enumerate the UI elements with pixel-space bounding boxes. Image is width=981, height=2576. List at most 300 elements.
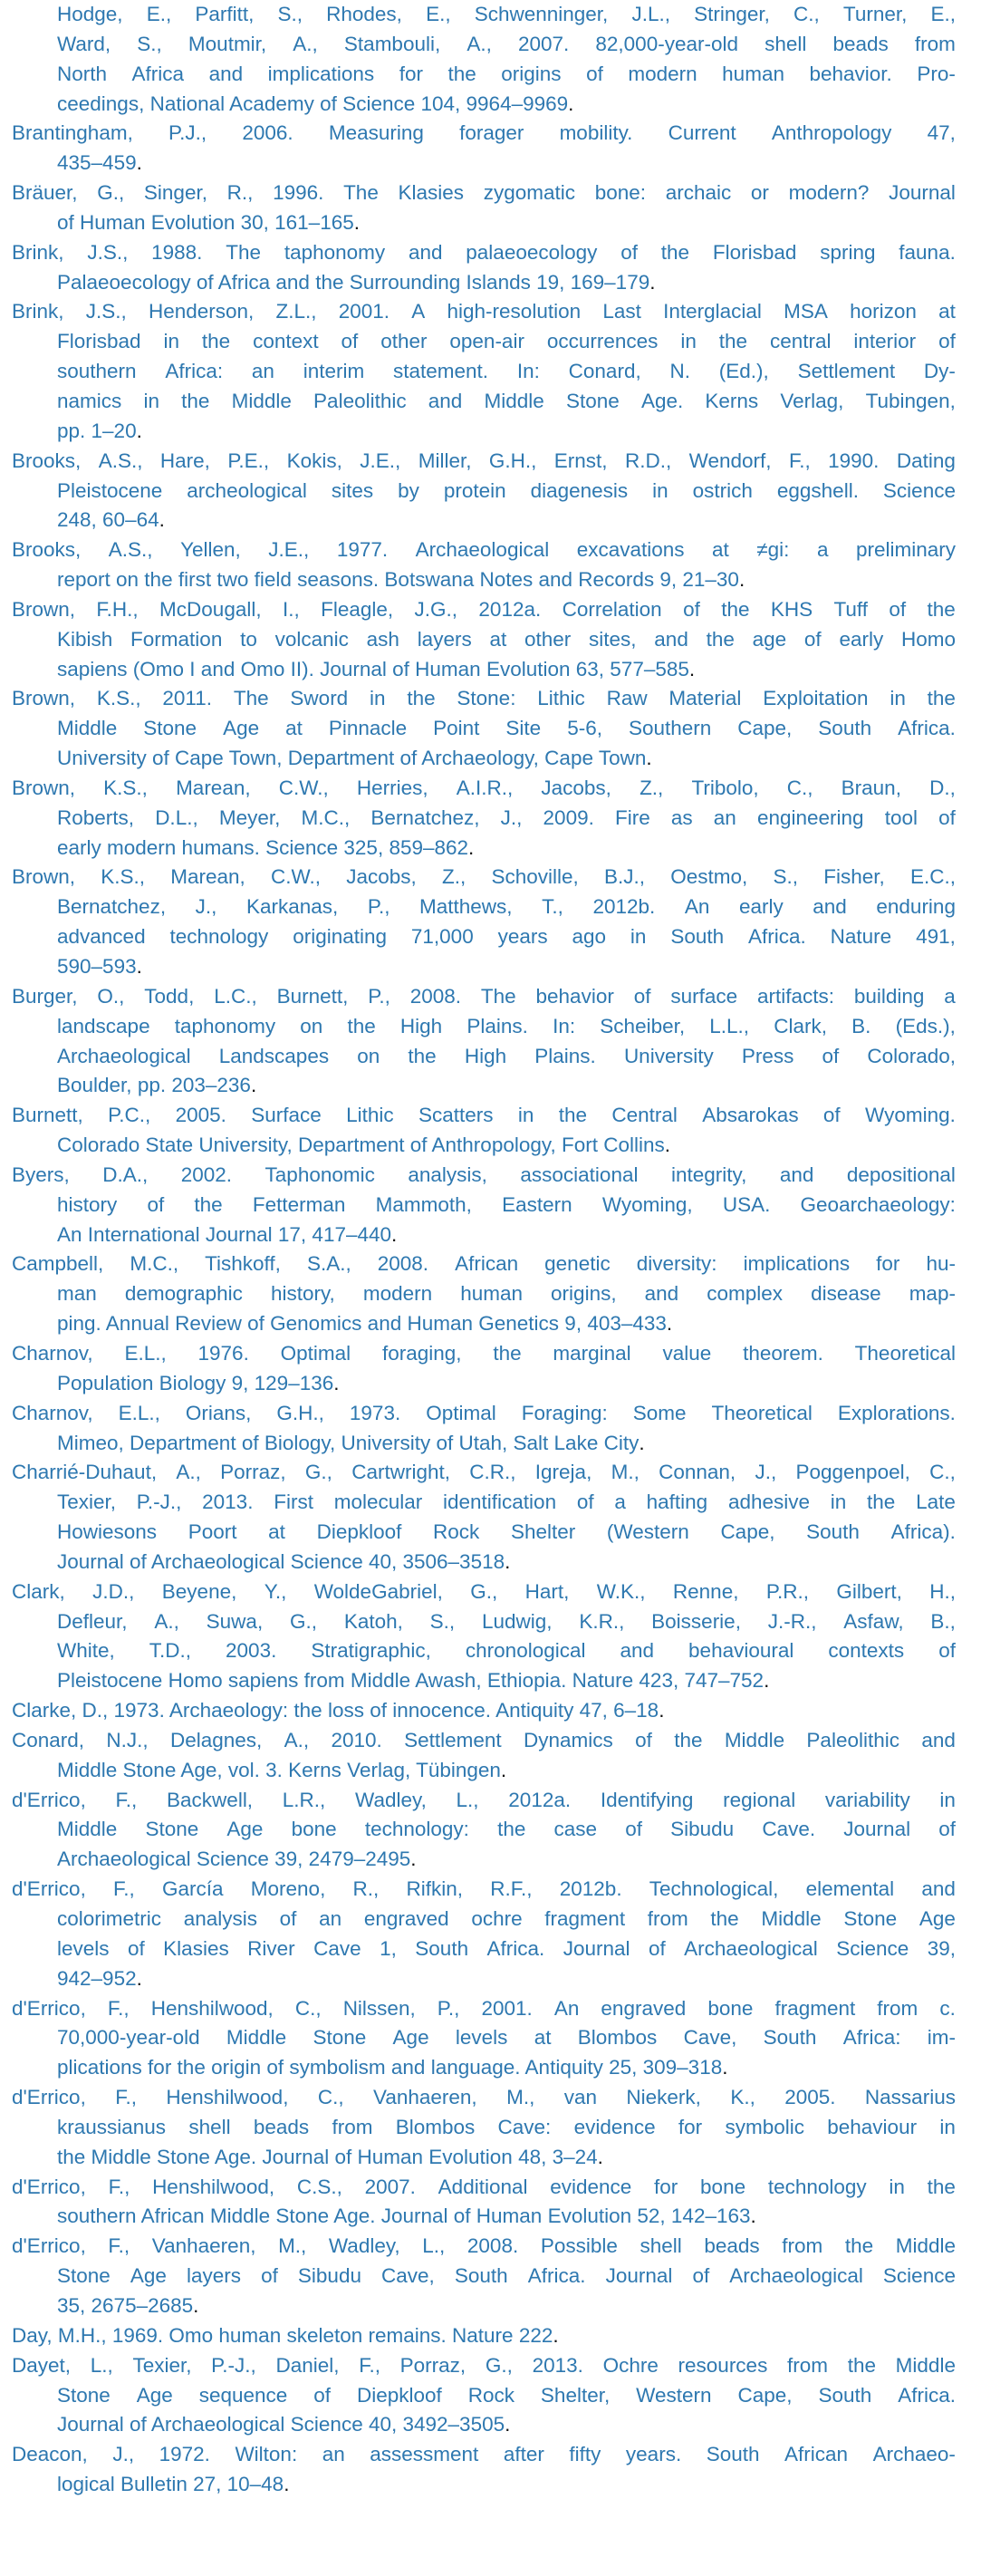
- word: from: [782, 2234, 823, 2258]
- word: 71,000: [410, 925, 474, 949]
- word: Z.,: [640, 776, 664, 799]
- word: Marean,: [170, 865, 245, 889]
- word: Wilton:: [235, 2443, 298, 2466]
- terminal-period: .: [666, 1312, 673, 1336]
- word: Archaeo-: [872, 2443, 956, 2466]
- word: A.S.,: [98, 449, 143, 472]
- word: Africa.: [898, 2383, 956, 2407]
- word: G.H.,: [488, 449, 537, 472]
- word: Stringer,: [694, 3, 770, 25]
- word: Parfitt,: [195, 3, 255, 25]
- word: 1976.: [197, 1341, 249, 1365]
- word: Interglacial: [663, 300, 762, 323]
- word: of: [938, 806, 956, 829]
- word: 2008.: [377, 1252, 429, 1276]
- word: regional: [723, 1788, 796, 1811]
- word: on: [300, 1014, 323, 1037]
- word: archaic: [665, 181, 732, 205]
- word: age: [752, 627, 787, 651]
- reference-continuation-line: [57, 625, 956, 655]
- reference-continuation-line: [57, 922, 956, 952]
- word: C.R.,: [469, 1461, 516, 1484]
- word: of: [803, 627, 822, 651]
- reference-entry[interactable]: [0, 1399, 981, 1459]
- word: Blombos: [395, 2115, 476, 2138]
- word: Paleolithic: [806, 1728, 899, 1751]
- reference-continuation-line: [57, 1548, 956, 1577]
- reference-first-line: [12, 2083, 956, 2113]
- reference-continuation-line: [57, 1934, 956, 1964]
- word: Cape,: [737, 2383, 793, 2407]
- word: Point: [433, 717, 480, 740]
- word: and: [428, 389, 463, 412]
- word: D.L.,: [155, 806, 198, 829]
- reference-text: 35, 2675–2685: [57, 2293, 194, 2317]
- word: horizon: [850, 300, 917, 323]
- word: P.E.,: [227, 449, 270, 472]
- terminal-period: .: [568, 92, 574, 115]
- terminal-period: .: [136, 419, 142, 442]
- reference-entry[interactable]: [0, 1101, 981, 1161]
- word: other: [524, 627, 572, 651]
- word: and: [921, 1728, 956, 1751]
- word: Ludwig,: [481, 1609, 553, 1633]
- reference-entry[interactable]: [0, 982, 981, 1101]
- reference-continuation-line: [57, 2143, 956, 2173]
- word: ochre: [471, 1907, 523, 1930]
- terminal-period: .: [136, 151, 142, 175]
- word: Todd,: [144, 984, 195, 1008]
- word: Stratigraphic,: [311, 1639, 431, 1663]
- reference-entry[interactable]: [0, 1161, 981, 1250]
- word: Burnett,: [276, 984, 349, 1008]
- word: Surface: [251, 1104, 322, 1127]
- reference-continuation-line: [57, 149, 956, 178]
- word: the: [706, 627, 735, 651]
- reference-entry[interactable]: [0, 535, 981, 595]
- word: C.,: [793, 3, 820, 25]
- word: marginal: [553, 1341, 631, 1365]
- word: Connan,: [659, 1461, 736, 1484]
- word: Africa.: [748, 925, 806, 949]
- word: Sibudu: [670, 1818, 735, 1841]
- terminal-period: .: [639, 1431, 645, 1454]
- word: 2002.: [180, 1163, 233, 1186]
- word: implications: [743, 1252, 851, 1276]
- word: Plains.: [466, 1014, 528, 1037]
- word: demographic: [124, 1282, 243, 1306]
- word: behaviour: [827, 2115, 918, 2138]
- word: Archaeological: [684, 1936, 818, 1960]
- word: of: [683, 597, 700, 621]
- word: Absarokas: [702, 1104, 799, 1127]
- reference-entry[interactable]: [0, 2083, 981, 2173]
- reference-entry[interactable]: [0, 1875, 981, 1993]
- reference-text: ceedings, National Academy of Science 104, 9964–9969: [57, 92, 569, 115]
- word: the: [867, 1491, 896, 1514]
- word: man: [57, 1282, 97, 1306]
- reference-entry[interactable]: [0, 1577, 981, 1696]
- word: contexts: [828, 1639, 905, 1663]
- word: taphonomy: [284, 240, 386, 264]
- word: Orians,: [185, 1401, 252, 1424]
- word: implications: [267, 62, 375, 85]
- word: F.,: [115, 2086, 137, 2109]
- word: Igreja,: [534, 1461, 592, 1484]
- word: levels: [455, 2026, 508, 2050]
- word: 2011.: [162, 687, 213, 710]
- reference-entry[interactable]: [0, 297, 981, 446]
- word: K.S.,: [96, 687, 141, 710]
- word: taphonomy: [174, 1014, 276, 1037]
- word: Porraz,: [399, 2353, 466, 2377]
- word: in: [680, 330, 697, 353]
- terminal-period: .: [597, 2145, 603, 2168]
- reference-entry[interactable]: [0, 2351, 981, 2441]
- terminal-period: .: [722, 2056, 728, 2079]
- word: Stone: [143, 717, 197, 740]
- word: Middle: [895, 2353, 956, 2377]
- word: bone: [707, 1996, 754, 2020]
- word: E.,: [146, 3, 172, 25]
- word: J.E.,: [268, 538, 310, 562]
- reference-entry[interactable]: [0, 2232, 981, 2321]
- word: years: [497, 925, 548, 949]
- word: of: [586, 62, 603, 85]
- word: layers: [417, 627, 472, 651]
- word: of: [576, 1491, 594, 1514]
- reference-text: Colorado State University, Department of Anthropology, Fort Collins: [57, 1134, 665, 1157]
- terminal-period: .: [284, 2473, 290, 2496]
- reference-text: of Human Evolution 30, 161–165: [57, 210, 354, 234]
- word: F.,: [115, 1788, 138, 1811]
- word: the: [927, 687, 956, 710]
- reference-entry[interactable]: [0, 119, 981, 178]
- word: Gilbert,: [836, 1579, 902, 1603]
- reference-continuation-line: [57, 565, 956, 595]
- word: tool: [884, 806, 918, 829]
- word: origins: [501, 62, 562, 85]
- word: 2010.: [331, 1728, 382, 1751]
- terminal-period: .: [750, 2205, 756, 2228]
- word: Charrié-Duhaut,: [12, 1461, 158, 1484]
- reference-continuation-line: [57, 1756, 956, 1786]
- reference-entry[interactable]: [0, 0, 981, 119]
- word: 39,: [927, 1936, 956, 1960]
- word: and: [408, 240, 443, 264]
- word: 2008.: [409, 984, 462, 1008]
- word: preliminary: [855, 538, 956, 562]
- word: modern?: [788, 181, 870, 205]
- word: a: [944, 984, 956, 1008]
- word: Conard,: [12, 1728, 85, 1751]
- reference-entry[interactable]: [0, 1339, 981, 1399]
- word: bone: [700, 2175, 746, 2198]
- reference-entry[interactable]: [0, 774, 981, 863]
- word: fauna.: [899, 240, 956, 264]
- reference-entry[interactable]: [0, 1726, 981, 1786]
- reference-entry[interactable]: [0, 2321, 981, 2351]
- reference-first-line: [12, 2173, 956, 2203]
- word: human: [722, 62, 784, 85]
- word: Archaeological: [57, 1044, 191, 1067]
- word: Colorado,: [867, 1044, 956, 1067]
- word: 1973.: [349, 1401, 401, 1424]
- terminal-period: .: [500, 1758, 507, 1781]
- word: Taphonomic: [264, 1163, 375, 1186]
- word: in: [517, 1104, 534, 1127]
- word: complex: [707, 1282, 784, 1306]
- word: Burnett,: [12, 1104, 83, 1127]
- word: Matthews,: [419, 895, 513, 919]
- word: shell: [188, 2115, 231, 2138]
- word: Science: [882, 2264, 956, 2288]
- word: occurrences: [546, 330, 659, 353]
- word: the: [847, 2353, 876, 2377]
- word: North: [57, 62, 108, 85]
- word: L.,: [456, 1788, 479, 1811]
- word: of: [635, 1728, 652, 1751]
- reference-continuation-line: [57, 1666, 956, 1696]
- word: and: [813, 895, 847, 919]
- reference-entry[interactable]: [0, 178, 981, 238]
- word: Middle: [226, 2026, 287, 2050]
- word: Byers,: [12, 1163, 70, 1186]
- word: theorem.: [743, 1341, 823, 1365]
- word: Stone: [57, 2264, 111, 2288]
- word: the: [347, 1014, 376, 1037]
- word: beads: [832, 32, 889, 55]
- reference-continuation-line: [57, 1607, 956, 1637]
- terminal-period: .: [333, 1371, 340, 1394]
- word: Schoville,: [491, 865, 579, 889]
- word: context: [253, 330, 319, 353]
- reference-text: University of Cape Town, Department of Archaeology, Cape Town: [57, 747, 647, 770]
- reference-entry[interactable]: [0, 1249, 981, 1339]
- word: Brown,: [12, 597, 76, 621]
- word: the: [718, 330, 748, 353]
- reference-continuation-line: [57, 2113, 956, 2143]
- word: Campbell,: [12, 1252, 104, 1276]
- word: Bernatchez,: [57, 895, 167, 919]
- reference-continuation-line: [57, 1518, 956, 1548]
- word: in: [939, 2115, 956, 2138]
- word: for: [399, 62, 423, 85]
- word: An: [553, 1996, 580, 2020]
- reference-continuation-line: [57, 1636, 956, 1666]
- word: South: [818, 2383, 872, 2407]
- word: Fire: [615, 806, 650, 829]
- word: Measuring: [328, 121, 424, 145]
- word: J.-R.,: [767, 1609, 817, 1633]
- word: Southern: [628, 717, 712, 740]
- word: Brink,: [12, 240, 64, 264]
- word: E.L.,: [118, 1401, 160, 1424]
- word: foraging,: [381, 1341, 462, 1365]
- word: Karkanas,: [245, 895, 339, 919]
- word: F.,: [108, 2234, 130, 2258]
- word: South: [706, 2443, 760, 2466]
- word: of: [127, 1936, 145, 1960]
- word: In:: [553, 1014, 576, 1037]
- word: Florisbad: [57, 330, 141, 353]
- word: 82,000-year-old: [595, 32, 738, 55]
- word: Late: [916, 1491, 956, 1514]
- word: engraved: [363, 1907, 449, 1930]
- word: behavioural: [688, 1639, 794, 1663]
- word: Scheiber,: [600, 1014, 686, 1037]
- reference-continuation-line: [57, 1042, 956, 1072]
- word: sequence: [198, 2383, 288, 2407]
- word: of: [620, 240, 638, 264]
- word: Cape,: [720, 1520, 775, 1544]
- word: J.,: [755, 1461, 777, 1484]
- word: Henshilwood,: [150, 1996, 274, 2020]
- word: spring: [820, 240, 876, 264]
- word: Porraz,: [220, 1461, 286, 1484]
- word: Settlement: [797, 360, 896, 383]
- reference-entry[interactable]: [0, 1786, 981, 1876]
- reference-continuation-line: [57, 1071, 956, 1101]
- word: engraved: [601, 1996, 687, 2020]
- reference-text: the Middle Stone Age. Journal of Human Evolution 48, 3–24: [57, 2145, 598, 2168]
- word: Stone:: [457, 687, 516, 710]
- reference-first-line: [12, 178, 956, 208]
- word: 2008.: [466, 2234, 519, 2258]
- word: history: [57, 1192, 118, 1216]
- word: Backwell,: [167, 1788, 254, 1811]
- word: G.,: [304, 1461, 332, 1484]
- reference-entry[interactable]: [0, 2173, 981, 2233]
- word: Africa:: [842, 2026, 901, 2050]
- word: d'Errico,: [12, 2175, 86, 2198]
- word: Moreno,: [250, 1877, 326, 1901]
- word: of: [313, 2383, 332, 2407]
- word: ash: [366, 627, 399, 651]
- reference-text: Boulder, pp. 203–236: [57, 1074, 251, 1097]
- word: Some: [632, 1401, 687, 1424]
- reference-entry[interactable]: [0, 863, 981, 981]
- word: Beyene,: [161, 1579, 237, 1603]
- word: Brink,: [12, 300, 64, 323]
- word: Pleistocene: [57, 478, 163, 502]
- word: namics: [57, 389, 122, 412]
- terminal-period: .: [505, 2413, 511, 2436]
- word: A.,: [176, 1461, 201, 1484]
- word: Poggenpoel,: [795, 1461, 910, 1484]
- word: Lithic: [537, 687, 585, 710]
- reference-first-line: [12, 1249, 956, 1279]
- reference-entry[interactable]: [0, 1696, 981, 1726]
- word: Shelter: [510, 1520, 576, 1544]
- reference-text: 590–593: [57, 955, 137, 978]
- word: of: [938, 1639, 956, 1663]
- reference-continuation-line: [57, 387, 956, 417]
- reference-text: Pleistocene Homo sapiens from Middle Awash, Ethiopia. Nature 423, 747–752: [57, 1669, 765, 1693]
- reference-text: ping. Annual Review of Genomics and Human Genetics 9, 403–433: [57, 1312, 667, 1336]
- word: First: [274, 1491, 313, 1514]
- word: Kibish: [57, 627, 113, 651]
- terminal-period: .: [391, 1222, 398, 1246]
- word: the: [844, 2234, 874, 2258]
- word: C.W.,: [271, 865, 322, 889]
- word: Deacon,: [12, 2443, 88, 2466]
- word: S.,: [277, 3, 303, 25]
- word: Braun,: [841, 776, 901, 799]
- word: interim: [303, 360, 365, 383]
- word: 2005.: [175, 1104, 226, 1127]
- word: associational: [520, 1163, 639, 1186]
- word: South: [763, 2026, 817, 2050]
- word: 491,: [916, 925, 956, 949]
- word: 1,: [380, 1936, 397, 1960]
- word: C.,: [786, 776, 813, 799]
- word: Lithic: [346, 1104, 394, 1127]
- word: A.,: [293, 32, 318, 55]
- reference-entry[interactable]: [0, 1994, 981, 2084]
- word: Schwenninger,: [474, 3, 609, 25]
- word: A: [411, 300, 426, 323]
- word: Diepkloof: [316, 1520, 402, 1544]
- reference-continuation-line: [57, 268, 956, 298]
- word: integrity,: [670, 1163, 747, 1186]
- word: C.,: [317, 2086, 344, 2109]
- word: Ochre: [602, 2353, 659, 2377]
- word: statement.: [393, 360, 489, 383]
- word: South: [454, 2264, 508, 2288]
- word: d'Errico,: [12, 2086, 86, 2109]
- word: W.K.,: [596, 1579, 646, 1603]
- word: Africa:: [165, 360, 224, 383]
- reference-entry[interactable]: [0, 595, 981, 685]
- reference-text: Mimeo, Department of Biology, University of Utah, Salt Lake City: [57, 1431, 640, 1454]
- word: Middle: [761, 1907, 822, 1930]
- reference-entry[interactable]: [0, 1458, 981, 1577]
- word: G.,: [470, 1579, 498, 1603]
- word: A.,: [466, 32, 492, 55]
- word: behavior.: [809, 62, 892, 85]
- reference-continuation-line: [57, 1815, 956, 1845]
- word: behavior: [535, 984, 614, 1008]
- word: origins,: [551, 1282, 617, 1306]
- word: Stone: [843, 1907, 898, 1930]
- word: Nature: [830, 925, 892, 949]
- word: at: [534, 2026, 552, 2050]
- word: 1972.: [159, 2443, 210, 2466]
- reference-entry[interactable]: [0, 684, 981, 774]
- word: of: [279, 1907, 297, 1930]
- reference-entry[interactable]: [0, 2440, 981, 2500]
- word: Wadley,: [328, 2234, 400, 2258]
- word: value: [662, 1341, 712, 1365]
- reference-first-line: [12, 774, 956, 804]
- word: of: [648, 1936, 666, 1960]
- word: J.,: [500, 806, 523, 829]
- reference-first-line: [12, 2440, 956, 2470]
- word: F.,: [108, 2175, 130, 2198]
- reference-entry[interactable]: [0, 238, 981, 298]
- word: B.J.,: [603, 865, 645, 889]
- word: Tishkoff,: [205, 1252, 281, 1276]
- word: Science: [882, 478, 956, 502]
- word: N.: [669, 360, 690, 383]
- reference-entry[interactable]: [0, 447, 981, 536]
- word: a: [614, 1491, 626, 1514]
- word: (Western: [606, 1520, 689, 1544]
- word: Middle: [57, 1818, 118, 1841]
- word: of: [261, 2264, 278, 2288]
- word: sites: [331, 478, 374, 502]
